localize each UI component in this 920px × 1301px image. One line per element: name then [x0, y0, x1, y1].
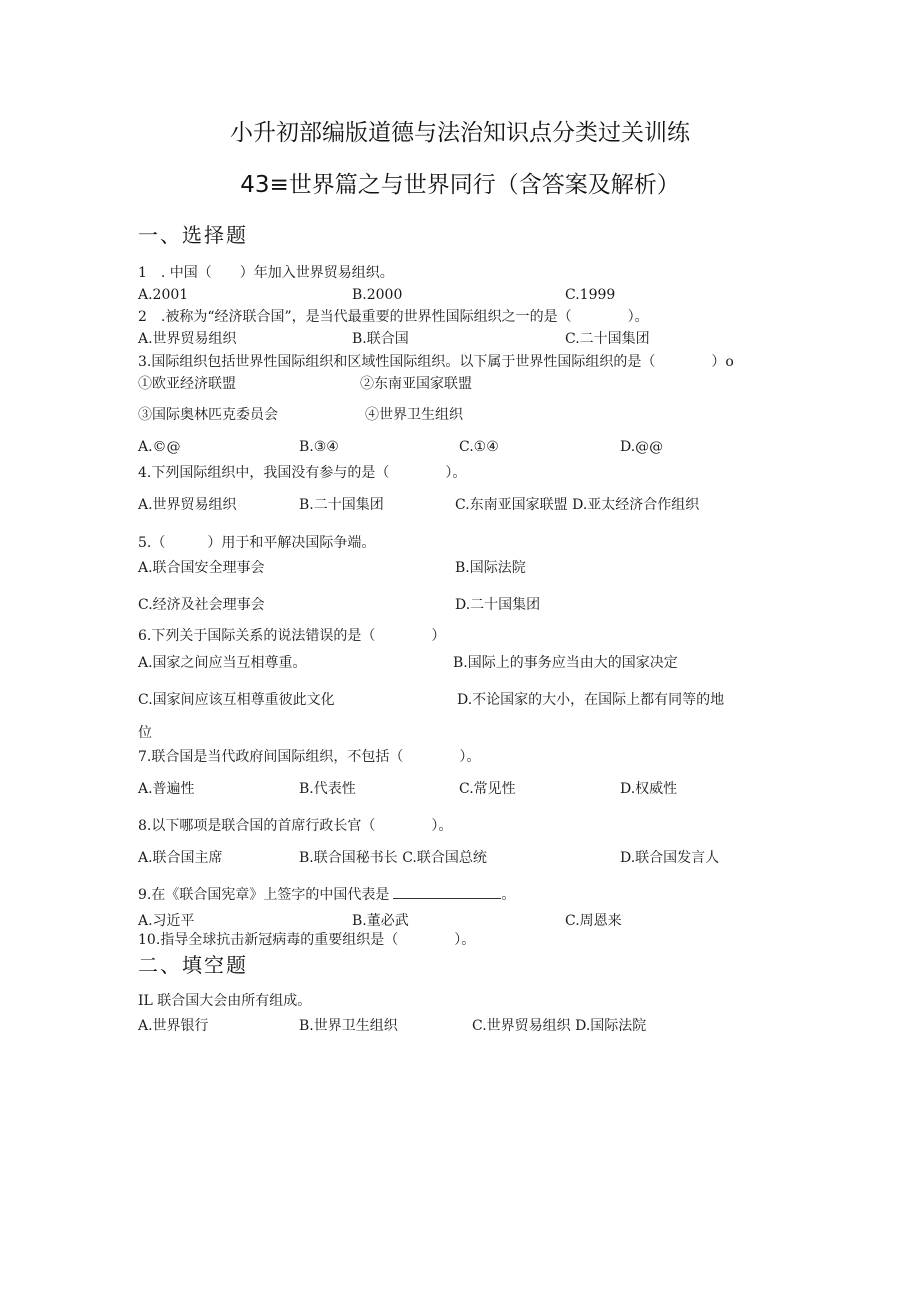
question-6-stem: 6.下列关于国际关系的说法错误的是（ ） [138, 628, 446, 644]
question-8-option-bc: B.联合国秘书长 C.联合国总统 [299, 850, 487, 866]
question-10-stem: 10.指导全球抗击新冠病毒的重要组织是（ ）。 [138, 932, 476, 948]
question-3-option-c: C.①④ [459, 439, 499, 455]
section-heading-choice: 一、选择题 [138, 223, 248, 247]
question-6-option-a: A.国家之间应当互相尊重。 [138, 655, 307, 671]
question-9-option-a: A.习近平 [138, 913, 195, 929]
question-3-item-2: ②东南亚国家联盟 [360, 376, 472, 392]
question-3-stem: 3.国际组织包括世界性国际组织和区域性国际组织。以下属于世界性国际组织的是（ ）o [138, 354, 734, 370]
question-3-option-d: D.@@ [620, 439, 664, 455]
question-7-option-b: B.代表性 [299, 781, 356, 797]
question-6-option-c: C.国家间应该互相尊重彼此文化 [138, 692, 335, 708]
question-5-option-b: B.国际法院 [455, 560, 526, 576]
question-5-stem: 5.（ ）用于和平解决国际争端。 [138, 535, 376, 551]
question-9-stem-end: 。 [501, 887, 516, 903]
document-title: 小升初部编版道德与法治知识点分类过关训练 [230, 120, 690, 146]
question-1-stem: 1 . 中国（ ）年加入世界贸易组织。 [138, 265, 394, 281]
question-9-stem-text: 9.在《联合国宪章》上签字的中国代表是 [138, 887, 390, 903]
question-4-option-b: B.二十国集团 [299, 497, 384, 513]
question-5-option-c: C.经济及社会理事会 [138, 597, 265, 613]
question-8-option-d: D.联合国发言人 [620, 850, 720, 866]
question-7-stem: 7.联合国是当代政府间国际组织，不包括（ ）。 [138, 749, 481, 765]
question-6-option-b: B.国际上的事务应当由大的国家决定 [453, 655, 678, 671]
question-4-option-cd: C.东南亚国家联盟 D.亚太经济合作组织 [455, 497, 700, 513]
question-9-option-b: B.董必武 [352, 913, 409, 929]
question-3-item-4: ④世界卫生组织 [365, 407, 463, 423]
question-1-option-c: C.1999 [565, 287, 616, 303]
question-3-item-1: ①欧亚经济联盟 [138, 376, 236, 392]
question-7-option-c: C.常见性 [459, 781, 516, 797]
question-7-option-a: A.普遍性 [138, 781, 195, 797]
question-6-option-d-continued: 位 [138, 725, 152, 741]
question-3-option-a: A.©@ [138, 439, 181, 455]
question-4-stem: 4.下列国际组织中，我国没有参与的是（ ）。 [138, 465, 467, 481]
question-2-option-c: C.二十国集团 [565, 331, 650, 347]
question-8-option-a: A.联合国主席 [138, 850, 223, 866]
question-1-option-b: B.2000 [352, 287, 403, 303]
fill-question-1-option-cd: C.世界贸易组织 D.国际法院 [472, 1018, 647, 1034]
question-7-option-d: D.权威性 [620, 781, 678, 797]
section-heading-fill: 二、填空题 [138, 953, 248, 977]
question-6-option-d: D.不论国家的大小，在国际上都有同等的地 [457, 692, 725, 708]
question-2-option-a: A.世界贸易组织 [138, 331, 237, 347]
fill-question-1-option-b: B.世界卫生组织 [299, 1018, 398, 1034]
question-8-stem: 8.以下哪项是联合国的首席行政长官（ ）。 [138, 818, 453, 834]
question-1-option-a: A.2001 [138, 287, 189, 303]
question-9-stem [138, 886, 515, 904]
question-2-stem: 2 .被称为“经济联合国”，是当代最重要的世界性国际组织之一的是（ ）。 [138, 309, 649, 325]
question-9-blank [393, 886, 501, 899]
question-9-option-c: C.周恩来 [565, 913, 622, 929]
document-subtitle: 43≡世界篇之与世界同行（含答案及解析） [240, 172, 680, 198]
question-4-option-a: A.世界贸易组织 [138, 497, 237, 513]
question-2-option-b: B.联合国 [352, 331, 409, 347]
fill-question-1-option-a: A.世界银行 [138, 1018, 209, 1034]
question-5-option-a: A.联合国安全理事会 [138, 560, 265, 576]
fill-question-1-stem: IL 联合国大会由所有组成。 [138, 993, 312, 1009]
question-3-item-3: ③国际奥林匹克委员会 [138, 407, 278, 423]
question-5-option-d: D.二十国集团 [455, 597, 541, 613]
question-3-option-b: B.③④ [299, 439, 339, 455]
